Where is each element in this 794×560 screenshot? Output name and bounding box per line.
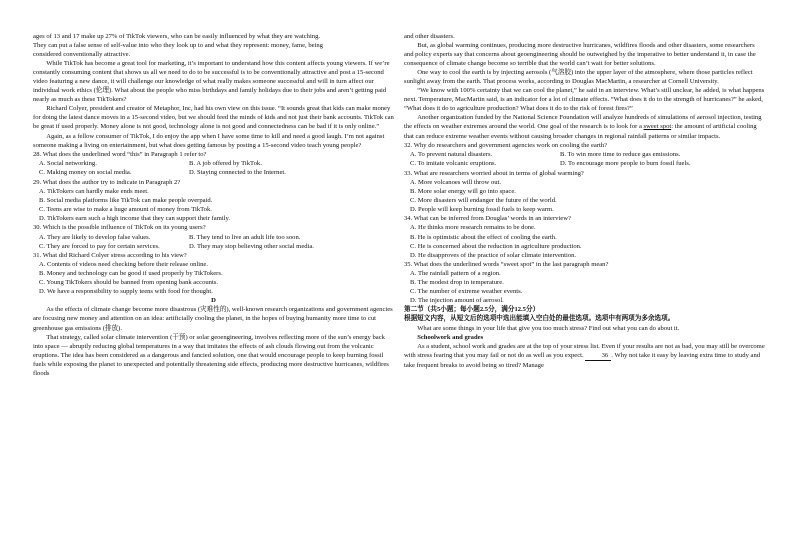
passage-paragraph-4: Again, as a fellow consumer of TikTok, I do enjoy the app when I have some time to kill and need a good laugh. I’m not against someone making a living on entertainment, but what does getting famous by posting a 15-second video teach young people? [33, 132, 385, 149]
option-b[interactable]: B. Money and technology can be good if used properly by TikTokers. [39, 270, 223, 278]
option-c[interactable]: C. To imitate volcanic eruptions. [410, 160, 497, 168]
option-d[interactable]: D. The injection amount of aerosol. [410, 297, 504, 305]
option-d[interactable]: D. We have a responsibility to supply teens with food for thought. [39, 288, 213, 296]
option-a[interactable]: A. The rainfall pattern of a region. [410, 270, 501, 278]
question-35 [404, 260, 765, 305]
option-b[interactable]: B. They tend to live an adult life too soon. [189, 233, 301, 241]
question-stem: 34. What can be inferred from Douglas’ words in an interview? [404, 215, 571, 223]
continued-line: and other disasters. [404, 33, 455, 40]
option-c[interactable]: C. Making money on social media. [39, 169, 132, 177]
question-stem: 30. Which is the possible influence of TikTok on its young users? [33, 224, 206, 232]
passage-d-paragraph-5: “We know with 100% certainty that we can cool the planet,” he said in an interview. What’s still unclear, he added, is what happens next. Temperature, MacMartin said, is an indicator for a lot of climate effects. “What does it do to the strength of hurricanes?” he asked, “What does it do to agriculture production? What does it do to the risk of forest fires?” [404, 87, 765, 113]
paragraph-text-before: Another organization funded by the National Science Foundation will analyze hundreds of simulations of aerosol injection, testing the effects on weather extremes around the world. One goal of the research is to look for a [404, 114, 762, 131]
option-c[interactable]: C. They are forced to pay for certain services. [39, 242, 160, 250]
option-b[interactable]: B. More solar energy will go into space. [410, 187, 516, 195]
question-31 [33, 251, 394, 296]
option-b[interactable]: B. He is optimistic about the effect of cooling the earth. [410, 233, 557, 241]
option-d[interactable]: D. Staying connected to the Internet. [189, 169, 286, 177]
option-c[interactable]: C. Young TikTokers should be banned from opening bank accounts. [39, 279, 219, 287]
intro-line-3: considered conventionally attractive. [33, 51, 131, 59]
section-2-title: 第二节（共5小题；每小题2.5分，满分12.5分） [404, 306, 540, 314]
paragraph-text-after: : the amount of artificial cooling that can reduce extreme weather events without causing broader changes in regional rainfall patterns or similar impacts. [404, 123, 757, 140]
question-32 [404, 141, 765, 168]
option-b[interactable]: B. To win more time to reduce gas emissions. [560, 151, 681, 159]
option-b[interactable]: B. Social media platforms like TikTok can make people overpaid. [39, 196, 213, 204]
passage-d-paragraph-3: But, as global warming continues, producing more destructive hurricanes, wildfires floods and other disasters, some researchers and policy experts say that concerns about geoengineering should be outweighed by the imperative to better understand it, in case the consequence of climate change become so terrible that the world can’t wait for better solutions. [404, 42, 756, 68]
question-stem: 32. Why do researchers and government agencies work on cooling the earth? [404, 142, 608, 150]
blank-36[interactable]: 36 [585, 351, 611, 361]
question-33 [404, 169, 765, 214]
passage-d-paragraph-2: That strategy, called solar climate intervention (干预) or solar geoengineering, involves reflecting more of the sun’s energy back into space — abruptly reducing global temperatures in a way that imitates the effects of ash clouds flowing out from the volcanic eruptions. The idea has been considered as a dangerous and fancied solution, one that would encourage people to keep burning fossil fuels while exposing the planet to unexpected and potentially threatening side effects, producing more destructive hurricanes, wildfires floods [33, 333, 389, 377]
passage-paragraph-2: While TikTok has become a great tool for marketing, it’s important to understand how this content affects young viewers. If we’re constantly consuming content that shows us all we need to do to be successful is to be conventionally attractive and post a 15-second video featuring a new dance, it will challenge our knowledge of what really makes someone successful and will in turn affect our individual work ethics (伦理). What about the people who miss birthdays and family holidays due to their jobs and aren’t getting paid nearly as much as these TikTokers? [33, 60, 390, 104]
passage-d-paragraph-4: One way to cool the earth is by injecting aerosols (气溶胶) into the upper layer of the atmosphere, where those particles reflect sunlight away from the earth. That process works, according to Douglas MacMartin, a researcher at Cornell University. [404, 69, 753, 86]
option-a[interactable]: A. Social networking. [39, 160, 97, 168]
intro-line-1: ages of 13 and 17 make up 27% of TikTok viewers, who can be easily influenced by what they are watching. [33, 33, 321, 40]
paragraph-text-after: . Why not take it easy by leaving extra time to study and take frequent breaks to avoid being so tired? Manage [404, 351, 761, 369]
option-d[interactable]: D. They may stop believing other social media. [189, 242, 314, 250]
option-a[interactable]: A. TikTokers can hardly make ends meet. [39, 187, 149, 195]
passage-d-paragraph-6 [404, 113, 765, 140]
section-2-subheading: Schoolwork and grades [417, 333, 484, 341]
option-c[interactable]: C. More disasters will endanger the future of the world. [410, 196, 557, 204]
option-a[interactable]: A. He thinks more research remains to be done. [410, 224, 536, 232]
option-c[interactable]: C. The number of extreme weather events. [410, 288, 523, 296]
question-stem: 31. What did Richard Colyer stress according to his view? [33, 252, 187, 260]
intro-line-2: They can put a false sense of self-value into who they look up to and what they represent: money, fame, being [33, 42, 323, 50]
right-column [404, 32, 765, 370]
question-stem: 29. What does the author try to indicate in Paragraph 2? [33, 178, 181, 186]
question-stem: 28. What does the underlined word “this” in Paragraph 1 refer to? [33, 151, 207, 159]
passage-paragraph-3: Richard Colyer, president and creator of Metaphor, Inc, had his own view on this issue. “It sounds great that kids can make money for doing the latest dance moves in a 15-second video, but we should feed the minds of kids and not just their bank accounts. TikTok can be great if used properly. Money alone is not good, technology alone is not good and connectedness can be bad if it is only online.” [33, 105, 394, 131]
sweet-spot-underlined: sweet spot [643, 123, 672, 131]
option-d[interactable]: D. He disapproves of the practice of solar climate intervention. [410, 251, 577, 259]
question-34 [404, 214, 765, 259]
question-stem: 33. What are researchers worried about in terms of global warming? [404, 169, 584, 177]
paragraph-text-before: As a student, school work and grades are at the top of your stress list. Even if your results are not as bad, you may still be overcome with stress fearing that you may fail or not do as well as you expect. [404, 342, 765, 359]
section-d-heading: D [211, 297, 216, 305]
section-2-paragraph [404, 342, 765, 370]
option-b[interactable]: B. A job offered by TikTok. [189, 160, 262, 168]
option-d[interactable]: D. To encourage more people to burn fossil fuels. [560, 160, 691, 168]
option-c[interactable]: C. Teens are wise to make a huge amount of money from TikTok. [39, 205, 212, 213]
option-a[interactable]: A. They are likely to develop false values. [39, 233, 151, 241]
option-d[interactable]: D. People will keep burning fossil fuels to keep warm. [410, 205, 554, 213]
option-b[interactable]: B. The modest drop in temperature. [410, 279, 504, 287]
section-2-intro: What are some things in your life that give you too much stress? Find out what you can do about it. [417, 324, 680, 332]
left-column [33, 32, 394, 378]
option-a[interactable]: A. More volcanoes will throw out. [410, 178, 502, 186]
option-c[interactable]: C. He is concerned about the reduction in agriculture production. [410, 242, 582, 250]
section-2-instructions: 根据短文内容，从短文后的选项中选出能填入空白处的最佳选项。选项中有两项为多余选项。 [404, 315, 675, 323]
question-stem: 35. What does the underlined words “sweet spot” in the last paragraph mean? [404, 261, 609, 269]
option-a[interactable]: A. To prevent natural disasters. [410, 151, 493, 159]
passage-d-paragraph-1: As the effects of climate change become more disastrous (灾难性的), well-known research organizations and government agencies are focusing new money and attention on an idea: artificially cooling the planet, in the hopes of buying humanity more time to cut greenhouse gas emissions (排放). [33, 306, 393, 332]
option-d[interactable]: D. TikTokers earn such a high income that they can support their family. [39, 214, 231, 222]
option-a[interactable]: A. Contents of videos need checking before their release online. [39, 261, 208, 269]
question-29 [33, 178, 394, 223]
question-30 [33, 223, 394, 250]
question-28 [33, 150, 394, 177]
